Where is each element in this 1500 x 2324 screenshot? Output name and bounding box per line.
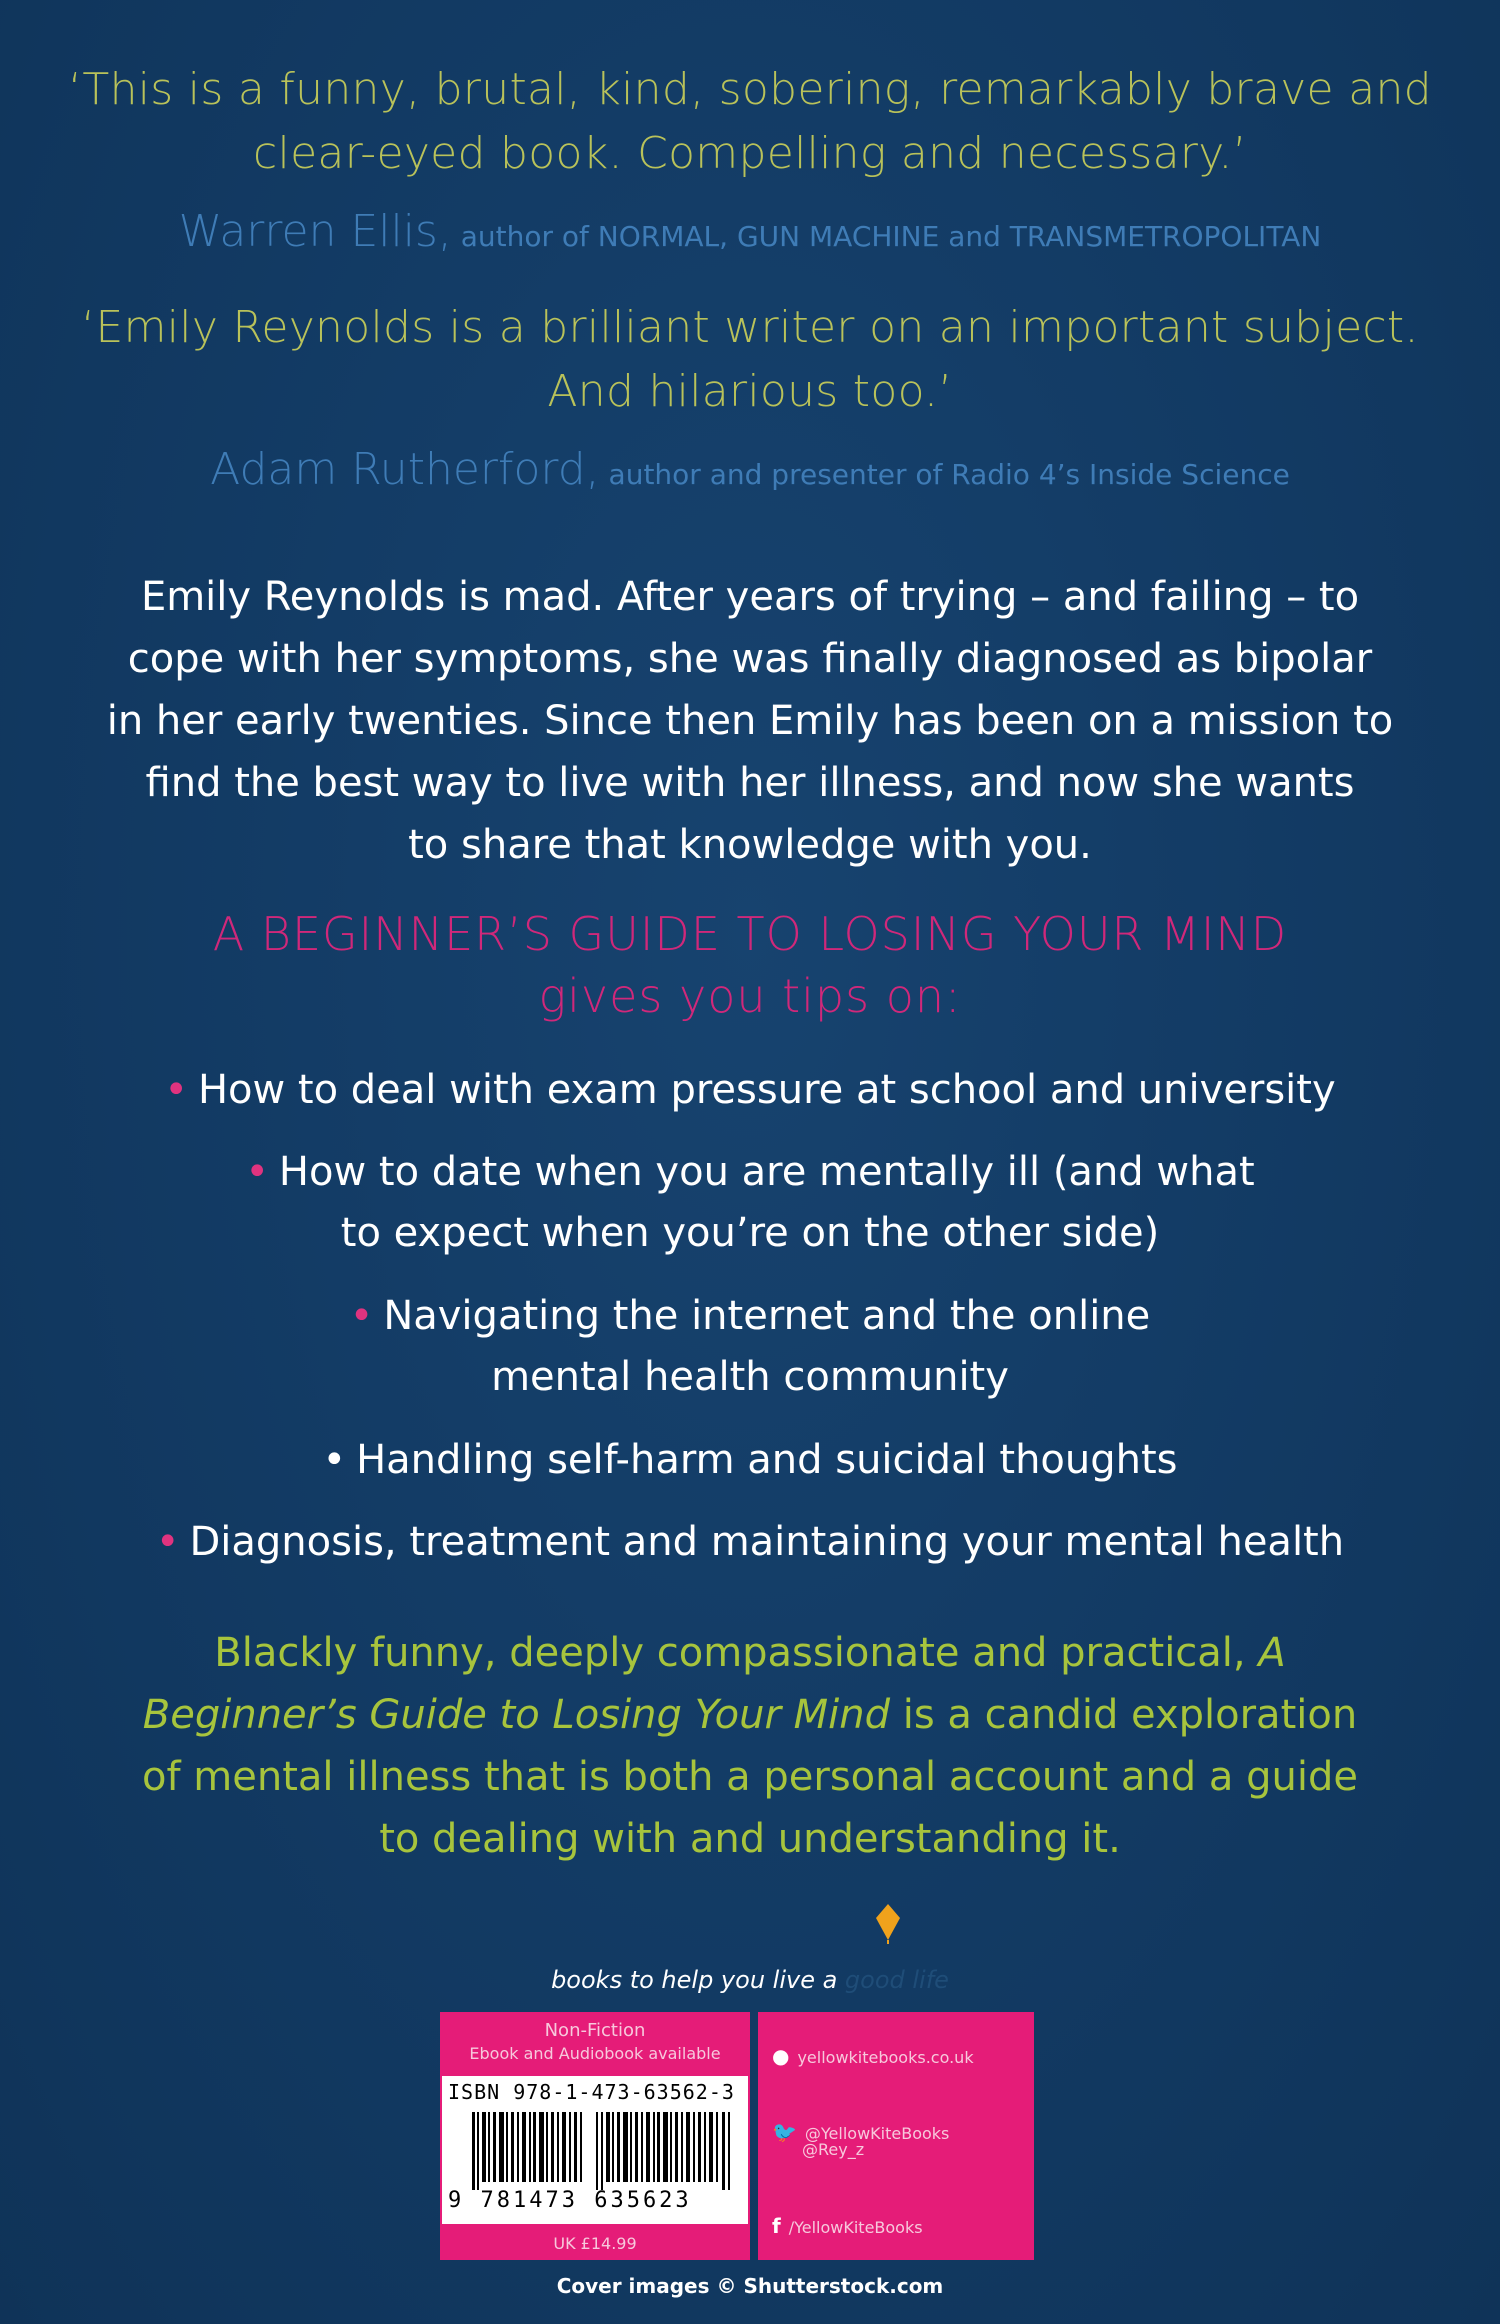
quote-2-line-1: ‘Emily Reynolds is a brilliant writer on an important subject.	[81, 302, 1419, 353]
social-panel	[758, 2012, 1034, 2260]
tip-text: Diagnosis, treatment and maintaining your mental health	[189, 1519, 1345, 1565]
tip-text: mental health community	[491, 1354, 1009, 1400]
tip-item	[0, 1512, 1500, 1573]
tip-text: How to deal with exam pressure at school and university	[197, 1067, 1336, 1113]
facebook-icon: f	[772, 2214, 781, 2238]
quote-2-author: Adam Rutherford,	[210, 444, 600, 495]
quote-1-line-1: ‘This is a funny, brutal, kind, sobering, remarkably brave and	[68, 64, 1432, 115]
kite-logo-icon	[876, 1904, 900, 1944]
quote-2-attribution	[0, 444, 1500, 495]
quote-2-line-2: And hilarious too.’	[547, 366, 953, 417]
barcode-box	[442, 2076, 748, 2224]
category-label: Non-Fiction	[544, 2020, 646, 2041]
cover-credit: Cover images © Shutterstock.com	[556, 2274, 944, 2298]
bullet-icon: •	[155, 1519, 180, 1565]
blurb-line: cope with her symptoms, she was finally diagnosed as bipolar	[127, 636, 1373, 682]
bullet-icon: •	[349, 1293, 374, 1339]
quote-1-author: Warren Ellis,	[178, 206, 452, 257]
tip-item	[0, 1286, 1500, 1408]
barcode-icon	[472, 2112, 732, 2190]
isbn-number: ISBN 978-1-473-63562-3	[448, 2080, 735, 2104]
tip-text: Navigating the internet and the online	[383, 1293, 1151, 1339]
blurb-line: Emily Reynolds is mad. After years of trying – and failing – to	[140, 574, 1360, 620]
quote-1-author-role: author of NORMAL, GUN MACHINE and TRANSMETROPOLITAN	[451, 220, 1322, 253]
guide-subtitle: gives you tips on:	[538, 969, 962, 1023]
guide-title: A BEGINNER’S GUIDE TO LOSING YOUR MIND	[212, 907, 1288, 961]
bullet-icon: •	[164, 1067, 188, 1113]
blurb	[0, 566, 1500, 876]
tagline-text: books to help you live a	[551, 1966, 845, 1994]
facebook-link[interactable]: /YellowKiteBooks	[788, 2218, 923, 2237]
location-pin-icon: ●	[772, 2044, 790, 2068]
bullet-icon: •	[245, 1149, 269, 1195]
tagline-good-life: good life	[844, 1966, 949, 1994]
twitter-handle-secondary[interactable]: @Rey_z	[802, 2140, 865, 2159]
closing-title-italic: A	[1258, 1630, 1286, 1676]
publisher-tagline	[0, 1966, 1500, 1994]
quote-1-attribution	[0, 206, 1500, 257]
closing-text: to dealing with and understanding it.	[379, 1816, 1121, 1862]
availability-label: Ebook and Audiobook available	[469, 2044, 721, 2063]
closing-text: of mental illness that is both a personal account and a guide	[142, 1754, 1358, 1800]
tip-item	[0, 1430, 1500, 1491]
closing-text: is a candid exploration	[889, 1692, 1358, 1738]
closing-paragraph	[0, 1622, 1500, 1870]
website-row	[772, 2044, 974, 2068]
price-label: UK £14.99	[553, 2234, 637, 2253]
facebook-row	[772, 2214, 923, 2238]
blurb-line: to share that knowledge with you.	[408, 822, 1092, 868]
quote-2-author-role: author and presenter of Radio 4’s Inside Science	[599, 458, 1290, 491]
closing-text: Blackly funny, deeply compassionate and practical,	[214, 1630, 1259, 1676]
tip-item	[0, 1060, 1500, 1121]
barcode-digits: 9 781473 635623	[448, 2188, 692, 2213]
website-link[interactable]: yellowkitebooks.co.uk	[797, 2048, 974, 2067]
blurb-line: find the best way to live with her illness, and now she wants	[145, 760, 1355, 806]
quote-1-line-2: clear-eyed book. Compelling and necessary.’	[253, 128, 1247, 179]
twitter-bird-icon: 🐦	[772, 2120, 797, 2144]
tip-text: Handling self-harm and suicidal thoughts	[356, 1437, 1178, 1483]
tip-text: to expect when you’re on the other side)	[340, 1210, 1160, 1256]
tip-item	[0, 1142, 1500, 1264]
closing-title-italic: Beginner’s Guide to Losing Your Mind	[142, 1692, 890, 1738]
tip-text: How to date when you are mentally ill (and what	[278, 1149, 1255, 1195]
blurb-line: in her early twenties. Since then Emily has been on a mission to	[106, 698, 1394, 744]
twitter-handle[interactable]: @YellowKiteBooks	[804, 2124, 950, 2143]
bullet-icon: •	[322, 1437, 347, 1483]
